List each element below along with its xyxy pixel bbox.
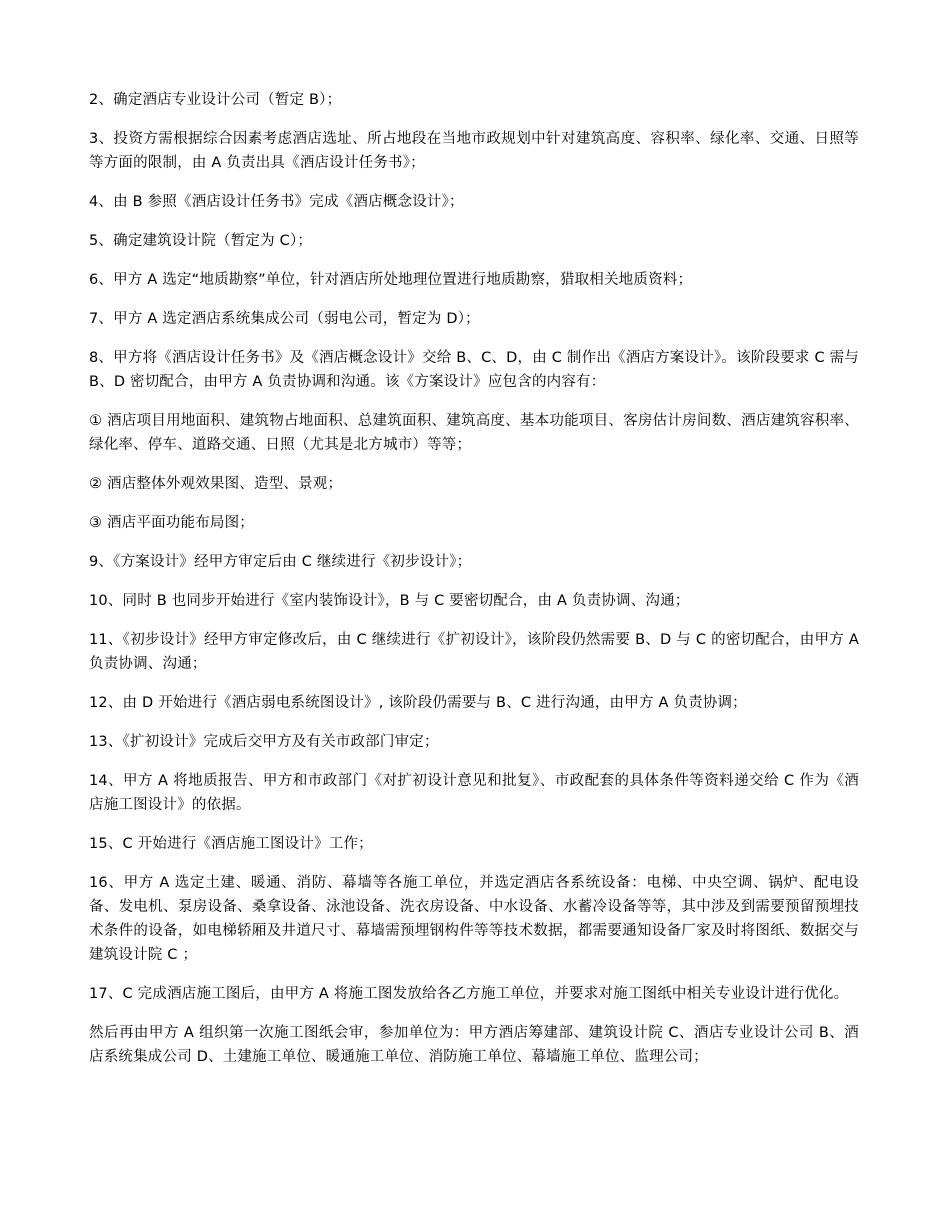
paragraph-item-2: ② 酒店整体外观效果图、造型、景观； — [89, 476, 343, 492]
paragraph-step-2: 2、确定酒店专业设计公司（暂定 B）； — [89, 92, 342, 108]
document-body — [89, 88, 859, 1084]
paragraph-closing: 然后再由甲方 A 组织第一次施工图纸会审，参加单位为：甲方酒店筹建部、建筑设计院 C、酒店专业设计公司 B、酒店系统集成公司 D、土建施工单位、暖通施工单位、消防施工单位、幕墙施工单位、监理公司； — [89, 1025, 859, 1065]
paragraph-step-16: 16、甲方 A 选定土建、暖通、消防、幕墙等各施工单位，并选定酒店各系统设备：电梯、中央空调、锅炉、配电设备、发电机、泵房设备、桑拿设备、泳池设备、洗衣房设备、中水设备、水蓄冷设备等等，其中涉及到需要预留预埋技术条件的设备，如电梯轿厢及井道尺寸、幕墙需预埋钢构件等等技术数据，都需要通知设备厂家及时将图纸、数据交与建筑设计院 C ； — [89, 875, 859, 963]
paragraph-step-4: 4、由 B 参照《酒店设计任务书》完成《酒店概念设计》； — [89, 194, 464, 210]
paragraph-step-7: 7、甲方 A 选定酒店系统集成公司（弱电公司，暂定为 D）； — [89, 311, 480, 327]
paragraph-step-12: 12、由 D 开始进行《酒店弱电系统图设计》, 该阶段仍需要与 B、C 进行沟通，由甲方 A 负责协调； — [89, 695, 747, 711]
paragraph-step-14: 14、甲方 A 将地质报告、甲方和市政部门《对扩初设计意见和批复》、市政配套的具体条件等资料递交给 C 作为《酒店施工图设计》的依据。 — [89, 773, 859, 813]
paragraph-step-3: 3、投资方需根据综合因素考虑酒店选址、所占地段在当地市政规划中针对建筑高度、容积率、绿化率、交通、日照等等方面的限制，由 A 负责出具《酒店设计任务书》； — [89, 131, 859, 171]
paragraph-step-17: 17、C 完成酒店施工图后，由甲方 A 将施工图发放给各乙方施工单位，并要求对施工图纸中相关专业设计进行优化。 — [89, 986, 849, 1002]
paragraph-step-10: 10、同时 B 也同步开始进行《室内装饰设计》，B 与 C 要密切配合，由 A 负责协调、沟通； — [89, 593, 690, 609]
paragraph-step-11: 11、《初步设计》经甲方审定修改后，由 C 继续进行《扩初设计》，该阶段仍然需要 B、D 与 C 的密切配合，由甲方 A 负责协调、沟通； — [89, 632, 859, 672]
paragraph-step-8: 8、甲方将《酒店设计任务书》及《酒店概念设计》交给 B、C、D，由 C 制作出《酒店方案设计》。该阶段要求 C 需与 B、D 密切配合，由甲方 A 负责协调和沟通。该《方案设计》应包含的内容有： — [89, 350, 859, 390]
paragraph-item-3: ③ 酒店平面功能布局图； — [89, 515, 255, 531]
paragraph-step-5: 5、确定建筑设计院（暂定为 C）； — [89, 233, 313, 249]
paragraph-item-1: ① 酒店项目用地面积、建筑物占地面积、总建筑面积、建筑高度、基本功能项目、客房估计房间数、酒店建筑容积率、绿化率、停车、道路交通、日照（尤其是北方城市）等等； — [89, 413, 859, 453]
paragraph-step-15: 15、C 开始进行《酒店施工图设计》工作； — [89, 836, 373, 852]
paragraph-step-6: 6、甲方 A 选定“地质勘察”单位，针对酒店所处地理位置进行地质勘察，猎取相关地质资料； — [89, 272, 693, 288]
paragraph-step-13: 13、《扩初设计》完成后交甲方及有关市政部门审定； — [89, 734, 439, 750]
paragraph-step-9: 9、《方案设计》经甲方审定后由 C 继续进行《初步设计》； — [89, 554, 472, 570]
